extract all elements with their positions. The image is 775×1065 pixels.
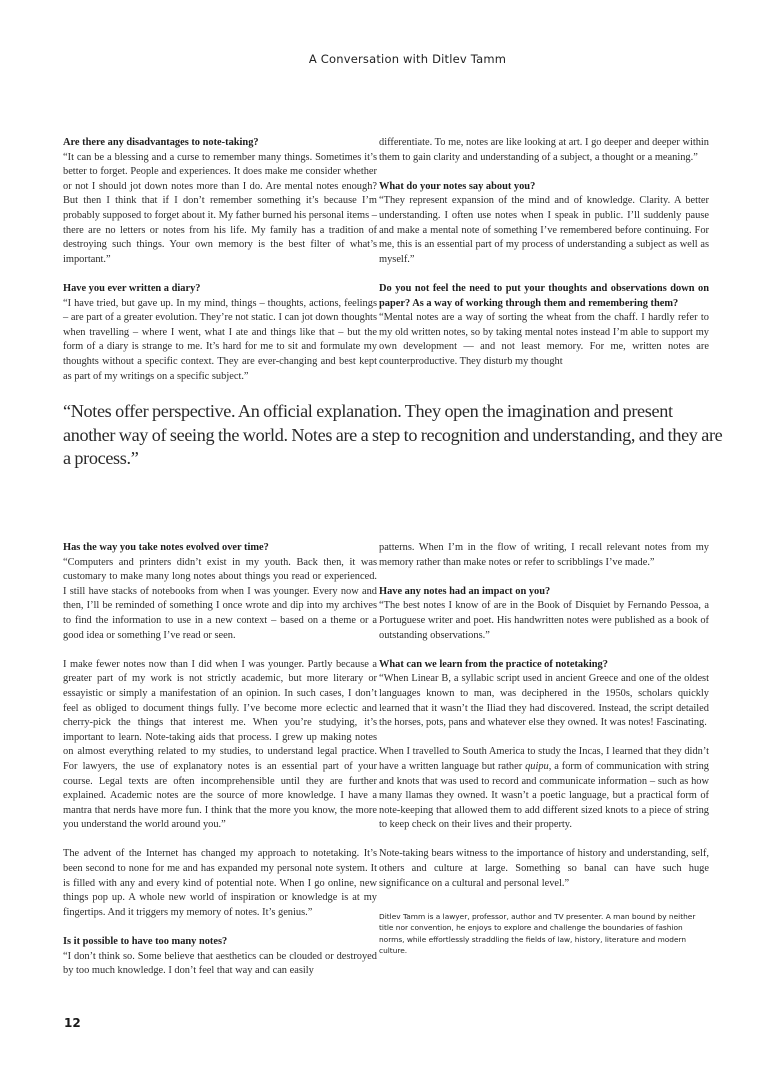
answer: “Mental notes are a way of sorting the wheat from the chaff. I hardly refer to my old written notes, so by taking mental notes instead I’m able to support my own development — and not least memory. For me, written notes are counterproductive. They disturb my thought bbox=[379, 312, 709, 367]
question: Have any notes had an impact on you? bbox=[379, 585, 551, 597]
continuation-text: patterns. When I’m in the flow of writing, I recall relevant notes from my memory rather than make notes or refer to scribblings I’ve made.” bbox=[379, 542, 709, 568]
qa-block bbox=[63, 935, 377, 979]
text-run: , a form of communication with string and knots that was used to record and communicate information – such as how many llamas they owned. It wasn’t a poetic language, but a practical form of note-keeping that allowed them to add different sized knots to a piece of string to keep check on their lives and their property. bbox=[379, 760, 709, 831]
answer-paragraph: The advent of the Internet has changed my approach to notetaking. It’s been second to none for me and has expanded my personal note system. It is filled with any and every kind of potential note. When I go online, new things pop up. A whole new world of inspiration or knowledge is at my fingertips. And it triggers my memory of notes. It’s genius.” bbox=[63, 848, 377, 918]
running-title: A Conversation with Ditlev Tamm bbox=[308, 52, 507, 66]
answer: “They represent expansion of the mind and of knowledge. Clarity. A better understanding. I often use notes when I speak in public. I’ll suddenly pause and make a mental note of something I’ve remembered before continuing. For me, this is an essential part of my process of understanding a subject as well as myself.” bbox=[379, 195, 709, 265]
answer-paragraph bbox=[379, 745, 709, 833]
pull-quote: “Notes offer perspective. An official explanation. They open the imagination and present another way of seeing the world. Notes are a step to recognition and understanding, and they are a process.” bbox=[63, 401, 723, 468]
bottom-right-column bbox=[379, 541, 709, 906]
page-number: 12 bbox=[64, 1016, 81, 1030]
top-left-column bbox=[63, 136, 377, 399]
question: Is it possible to have too many notes? bbox=[63, 936, 228, 948]
question: What do your notes say about you? bbox=[379, 180, 536, 192]
text-run: When I travelled to South America to study the Incas, I learned that they didn’t have a written language but rather bbox=[379, 746, 709, 772]
answer: “The best notes I know of are in the Book of Disquiet by Fernando Pessoa, a Portuguese writer and poet. His handwritten notes were published as a book of outstanding observations.” bbox=[379, 600, 709, 641]
qa-block bbox=[379, 180, 709, 268]
answer: “I have tried, but gave up. In my mind, things – thoughts, actions, feelings – are part of a greater evolution. They’re not static. I can jot down thoughts when travelling – where I went, what I ate and things like that – but the form of a diary is strange to me. It’s hard for me to sit and formulate my thoughts without a specific context. They are ever-changing and best kept as part of my writings on a specific subject.” bbox=[63, 297, 377, 382]
author-bio: Ditlev Tamm is a lawyer, professor, author and TV presenter. A man bound by neither title nor convention, he enjoys to explore and challenge the boundaries of fashion norms, while effortlessly straddling the fields of law, history, literature and modern culture. bbox=[379, 912, 696, 956]
qa-block bbox=[379, 585, 709, 643]
qa-block bbox=[63, 136, 377, 267]
answer: “I don’t think so. Some believe that aesthetics can be clouded or destroyed by too much knowledge. I don’t feel that way and can easily bbox=[63, 950, 377, 977]
answer-paragraph: Note-taking bears witness to the importance of history and understanding, self, others and culture at large. Something so banal can have such huge significance on a cultural and personal level.” bbox=[379, 848, 709, 889]
qa-block bbox=[63, 282, 377, 384]
answer: “It can be a blessing and a curse to remember many things. Sometimes it’s better to forget. People and experiences. It does make me consider whether or not I should jot down notes more than I do. Are mental notes enough? But then I think that if I don’t remember something it’s because I’m probably supposed to forget about it. My father burned his personal items – there are no letters or notes from his life. My family has a tradition of destroying such things. Your own memory is the best filter of what’s important.” bbox=[63, 151, 377, 265]
question: Are there any disadvantages to note-taking? bbox=[63, 137, 259, 148]
bottom-left-column bbox=[63, 541, 377, 993]
italic-term: quipu bbox=[525, 760, 549, 772]
qa-block bbox=[379, 282, 709, 370]
top-right-column bbox=[379, 136, 709, 384]
question: Have you ever written a diary? bbox=[63, 282, 201, 294]
continuation-text: differentiate. To me, notes are like looking at art. I go deeper and deeper within them to gain clarity and understanding of a subject, a thought or a meaning.” bbox=[379, 137, 709, 163]
qa-block bbox=[379, 658, 709, 892]
answer-paragraph: “When Linear B, a syllabic script used in ancient Greece and one of the oldest languages known to man, was deciphered in the 1950s, scholars quickly learned that it wasn’t the Iliad they had discovered. Instead, the script detailed the horses, pots, pans and whatever else they owned. It was notes! Fascinating. bbox=[379, 673, 709, 729]
question: Has the way you take notes evolved over time? bbox=[63, 542, 269, 553]
question: What can we learn from the practice of notetaking? bbox=[379, 658, 608, 670]
qa-block bbox=[63, 541, 377, 920]
question: Do you not feel the need to put your thoughts and observations down on paper? As a way of working through them and remembering them? bbox=[379, 282, 709, 309]
running-head bbox=[0, 52, 775, 66]
answer-paragraph: “Computers and printers didn’t exist in my youth. Back then, it was customary to make many long notes about things you read or experienced. I still have stacks of notebooks from when I was younger. Every now and then, I’ll be reminded of something I once wrote and dip into my archives to find the information to use in a new context – based on a theme or a good idea or something I’ve read or seen. bbox=[63, 556, 377, 641]
answer-paragraph: I make fewer notes now than I did when I was younger. Partly because a greater part of my work is not strictly academic, but more literary or essayistic or simply a manifestation of an opinion. In such cases, I don’t feel as obliged to document things fully. I’ve become more eclectic and cherry-pick the things that interest me. When you’re studying, it’s important to learn. Note-taking aids that process. I grew up making notes on almost everything related to my studies, to understand legal practice. For lawyers, the use of explanatory notes is an essential part of your course. Legal texts are often incomprehensible until they are further explained. Academic notes are the source of more knowledge. I have a mantra that nerds have more fun. I think that the more you know, the more you understand the world around you.” bbox=[63, 658, 377, 831]
